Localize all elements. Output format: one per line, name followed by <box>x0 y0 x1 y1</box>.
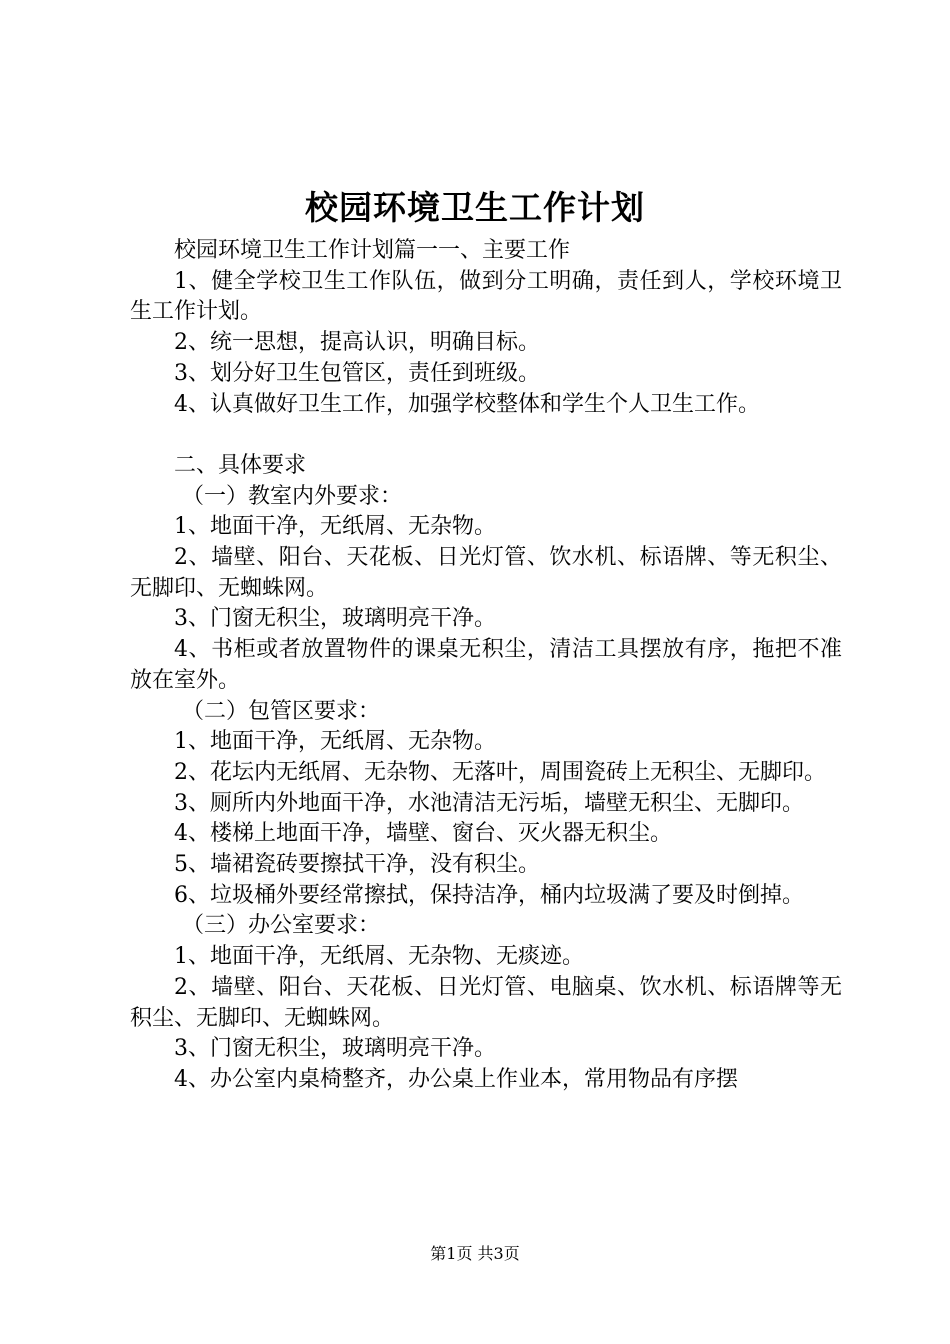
paragraph: 4、认真做好卫生工作，加强学校整体和学生个人卫生工作。 <box>174 391 760 417</box>
paragraph: 1、健全学校卫生工作队伍，做到分工明确，责任到人，学校环境卫生工作计划。 <box>130 268 842 325</box>
paragraph: 3、厕所内外地面干净，水池清洁无污垢，墙壁无积尘、无脚印。 <box>174 790 804 816</box>
paragraph: 5、墙裙瓷砖要擦拭干净，没有积尘。 <box>174 852 540 878</box>
paragraph: 6、垃圾桶外要经常擦拭，保持洁净，桶内垃圾满了要及时倒掉。 <box>174 882 804 908</box>
paragraph: 2、花坛内无纸屑、无杂物、无落叶，周围瓷砖上无积尘、无脚印。 <box>174 759 826 785</box>
paragraph: 3、门窗无积尘，玻璃明亮干净。 <box>174 1036 496 1062</box>
page-number-footer: 第1页 共3页 <box>430 1244 520 1263</box>
paragraph: 1、地面干净，无纸屑、无杂物。 <box>174 514 496 540</box>
paragraph: 3、门窗无积尘，玻璃明亮干净。 <box>174 606 496 632</box>
document-body <box>130 236 842 1096</box>
paragraph-gap <box>130 420 842 451</box>
paragraph: 2、墙壁、阳台、天花板、日光灯管、饮水机、标语牌、等无积尘、无脚印、无蜘蛛网。 <box>130 545 842 601</box>
paragraph: 2、墙壁、阳台、天花板、日光灯管、电脑桌、饮水机、标语牌等无积尘、无脚印、无蜘蛛网。 <box>130 974 842 1031</box>
subsection-heading: （三）办公室要求： <box>182 913 381 939</box>
paragraph: 4、楼梯上地面干净，墙壁、窗台、灭火器无积尘。 <box>174 821 672 847</box>
subsection-heading: （一）教室内外要求： <box>182 483 403 509</box>
paragraph: 1、地面干净，无纸屑、无杂物。 <box>174 729 496 755</box>
paragraph: 4、办公室内桌椅整齐，办公桌上作业本，常用物品有序摆 <box>174 1066 738 1092</box>
paragraph: 1、地面干净，无纸屑、无杂物、无痰迹。 <box>174 944 584 970</box>
paragraph: 校园环境卫生工作计划篇一一、主要工作 <box>174 238 571 263</box>
paragraph: 2、统一思想，提高认识，明确目标。 <box>174 330 540 356</box>
document-title: 校园环境卫生工作计划 <box>305 188 645 227</box>
section-heading: 二、具体要求 <box>174 452 307 478</box>
paragraph: 3、划分好卫生包管区，责任到班级。 <box>174 360 540 386</box>
paragraph: 4、书柜或者放置物件的课桌无积尘，清洁工具摆放有序，拖把不准放在室外。 <box>130 637 842 693</box>
subsection-heading: （二）包管区要求： <box>182 698 381 724</box>
